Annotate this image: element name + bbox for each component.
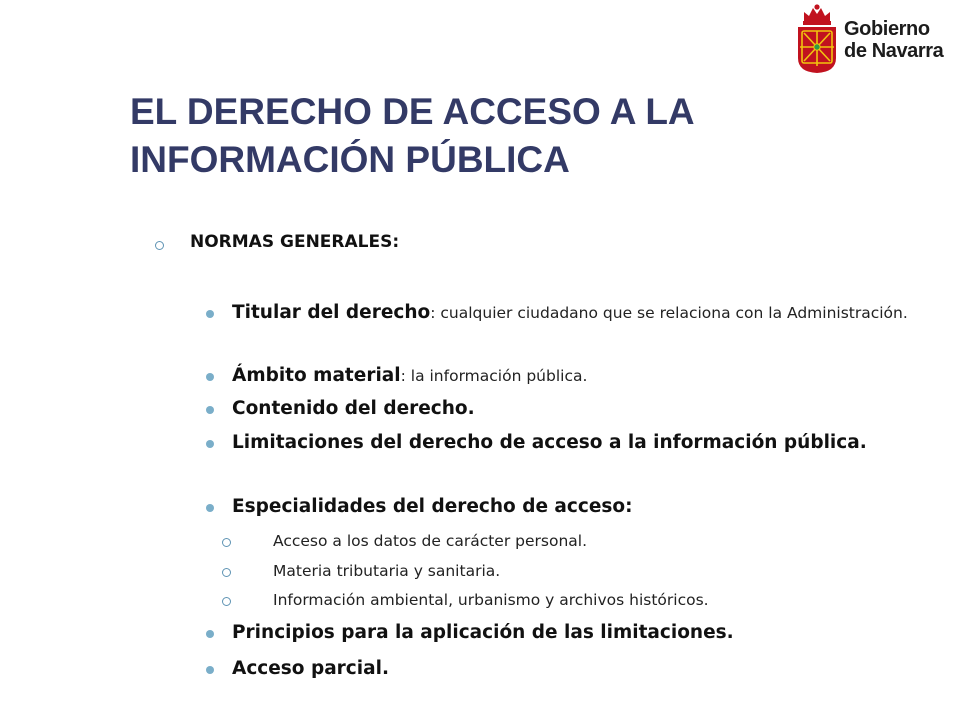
slide-title-line-2: INFORMACIÓN PÚBLICA xyxy=(130,139,570,180)
list-item-text xyxy=(232,430,912,456)
list-item-text xyxy=(232,620,912,646)
logo-line-2: de Navarra xyxy=(844,40,944,62)
list-item-text xyxy=(232,494,912,520)
dot-bullet-icon xyxy=(206,406,214,414)
sub-list-item-text: Materia tributaria y sanitaria. xyxy=(273,562,501,580)
list-item-bold: Acceso parcial. xyxy=(232,658,389,679)
dot-bullet-icon xyxy=(206,373,214,381)
ring-bullet-icon xyxy=(222,597,231,606)
list-item-bold: Especialidades del derecho de acceso: xyxy=(232,496,633,517)
slide-title-line-1: EL DERECHO DE ACCESO A LA xyxy=(130,91,695,132)
slide-title xyxy=(130,88,830,184)
sub-list-item-text: Acceso a los datos de carácter personal. xyxy=(273,532,588,550)
list-item-text xyxy=(232,656,912,682)
list-item-bold: Limitaciones del derecho de acceso a la información pública. xyxy=(232,432,867,453)
dot-bullet-icon xyxy=(206,504,214,512)
logo-line-1: Gobierno xyxy=(844,18,930,40)
ring-bullet-icon xyxy=(155,241,164,250)
navarra-coat-of-arms-icon xyxy=(796,4,838,74)
list-item-text xyxy=(232,363,912,389)
list-item-bold: Principios para la aplicación de las limitaciones. xyxy=(232,622,734,643)
list-item-rest: : la información pública. xyxy=(400,367,588,385)
dot-bullet-icon xyxy=(206,630,214,638)
dot-bullet-icon xyxy=(206,666,214,674)
ring-bullet-icon xyxy=(222,568,231,577)
dot-bullet-icon xyxy=(206,440,214,448)
dot-bullet-icon xyxy=(206,310,214,318)
list-item-bold: Contenido del derecho. xyxy=(232,398,475,419)
gobierno-de-navarra-logo xyxy=(796,4,956,74)
list-item-bold: Ámbito material xyxy=(232,365,401,386)
ring-bullet-icon xyxy=(222,538,231,547)
section-label: NORMAS GENERALES: xyxy=(190,232,400,252)
logo-wordmark xyxy=(844,18,943,62)
list-item-text xyxy=(232,396,912,422)
list-item-text xyxy=(232,300,912,326)
list-item-rest: : cualquier ciudadano que se relaciona con la Administración. xyxy=(430,304,908,322)
list-item-bold: Titular del derecho xyxy=(232,302,431,323)
sub-list-item-text: Información ambiental, urbanismo y archivos históricos. xyxy=(273,591,709,609)
